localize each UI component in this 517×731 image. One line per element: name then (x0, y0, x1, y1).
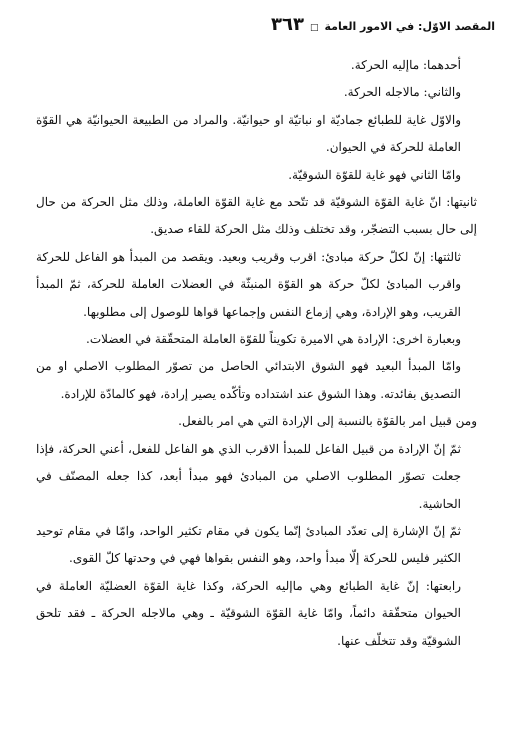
paragraph: أحدهما: ماإليه الحركة. (350, 58, 461, 72)
paragraph: ثمّ إنّ الإرادة من قبيل الفاعل للمبدأ الاقرب الذي هو الفاعل للفعل، أعني الحركة، فإذا جعلت تصوّر المطلوب الاصلي من المبادئ فهو مبدأ أبعد، كذا جعله المصنّف في الحاشية. (36, 441, 461, 511)
paragraph: وامّا الثاني فهو غاية للقوّة الشوقيّة. (288, 167, 461, 182)
running-header (22, 14, 495, 36)
paragraph: ثالثتها: إنّ لكلّ حركة مبادئ: اقرب وقريب وبعيد. ويقصد من المبدأ هو الفاعل للحركة واقرب المبادئ لكلّ حركة هو القوّة المنبثّة في العضلات العاملة للحركة، ثمّ المبدأ القريب، وهو الإرادة، وهي إزماع النفس وإجماعها قواها للوصول إلى مطلوبها. (36, 249, 461, 319)
paragraph: ثمّ إنّ الإشارة إلى تعدّد المبادئ إنّما يكون في مقام تكثير الواحد، وامّا في مقام توحيد الكثير فليس للحركة إلّا مبدأ واحد، وهو النفس بقواها فهي في وحدتها كلّ القوى. (36, 523, 461, 566)
paragraph: والاوّل غاية للطبائع جماديّة او نباتيّة او حيوانيّة. والمراد من الطبيعة الحيوانيّة هي القوّة العاملة للحركة في الحيوان. (36, 112, 461, 155)
paragraph: وبعبارة اخرى: الإرادة هي الاميرة تكويناً للقوّة العاملة المتحقّقة في العضلات. (86, 332, 461, 347)
body-text (36, 52, 477, 655)
header-title: المقصد الاوّل: في الامور العامة (324, 20, 495, 33)
paragraph: رابعتها: إنّ غاية الطبائع وهي ماإليه الحركة، وكذا غاية القوّة العضليّة العاملة في الحيوان متحقّقة دائماً، وامّا غاية القوّة الشوقيّة ـ وهي مالاجله الحركة ـ فقد تلحق الشوقيّة وقد تتخلّف عنها. (36, 578, 461, 648)
page-number: ٣٦٣ (271, 14, 304, 35)
paragraph: وامّا المبدأ البعيد فهو الشوق الابتدائي الحاصل من تصوّر المطلوب الاصلي او من التصديق بفائدته. وهذا الشوق عند اشتداده وتأكّده يصير إرادة، فهو كالمادّة للإرادة. (36, 359, 461, 401)
paragraph: والثاني: مالاجله الحركة. (343, 85, 461, 100)
paragraph: ومن قبيل امر بالقوّة بالنسبة إلى الإرادة التي هي امر بالفعل. (178, 414, 477, 429)
paragraph: ثانيتها: انّ غاية القوّة الشوقيّة قد تتّحد مع غاية القوّة العاملة، وذلك مثل الحركة من حال إلى حال بسبب التضجّر، وقد تختلف وذلك مثل الحركة للقاء صديق. (36, 195, 477, 237)
header-separator: □ (309, 23, 319, 33)
